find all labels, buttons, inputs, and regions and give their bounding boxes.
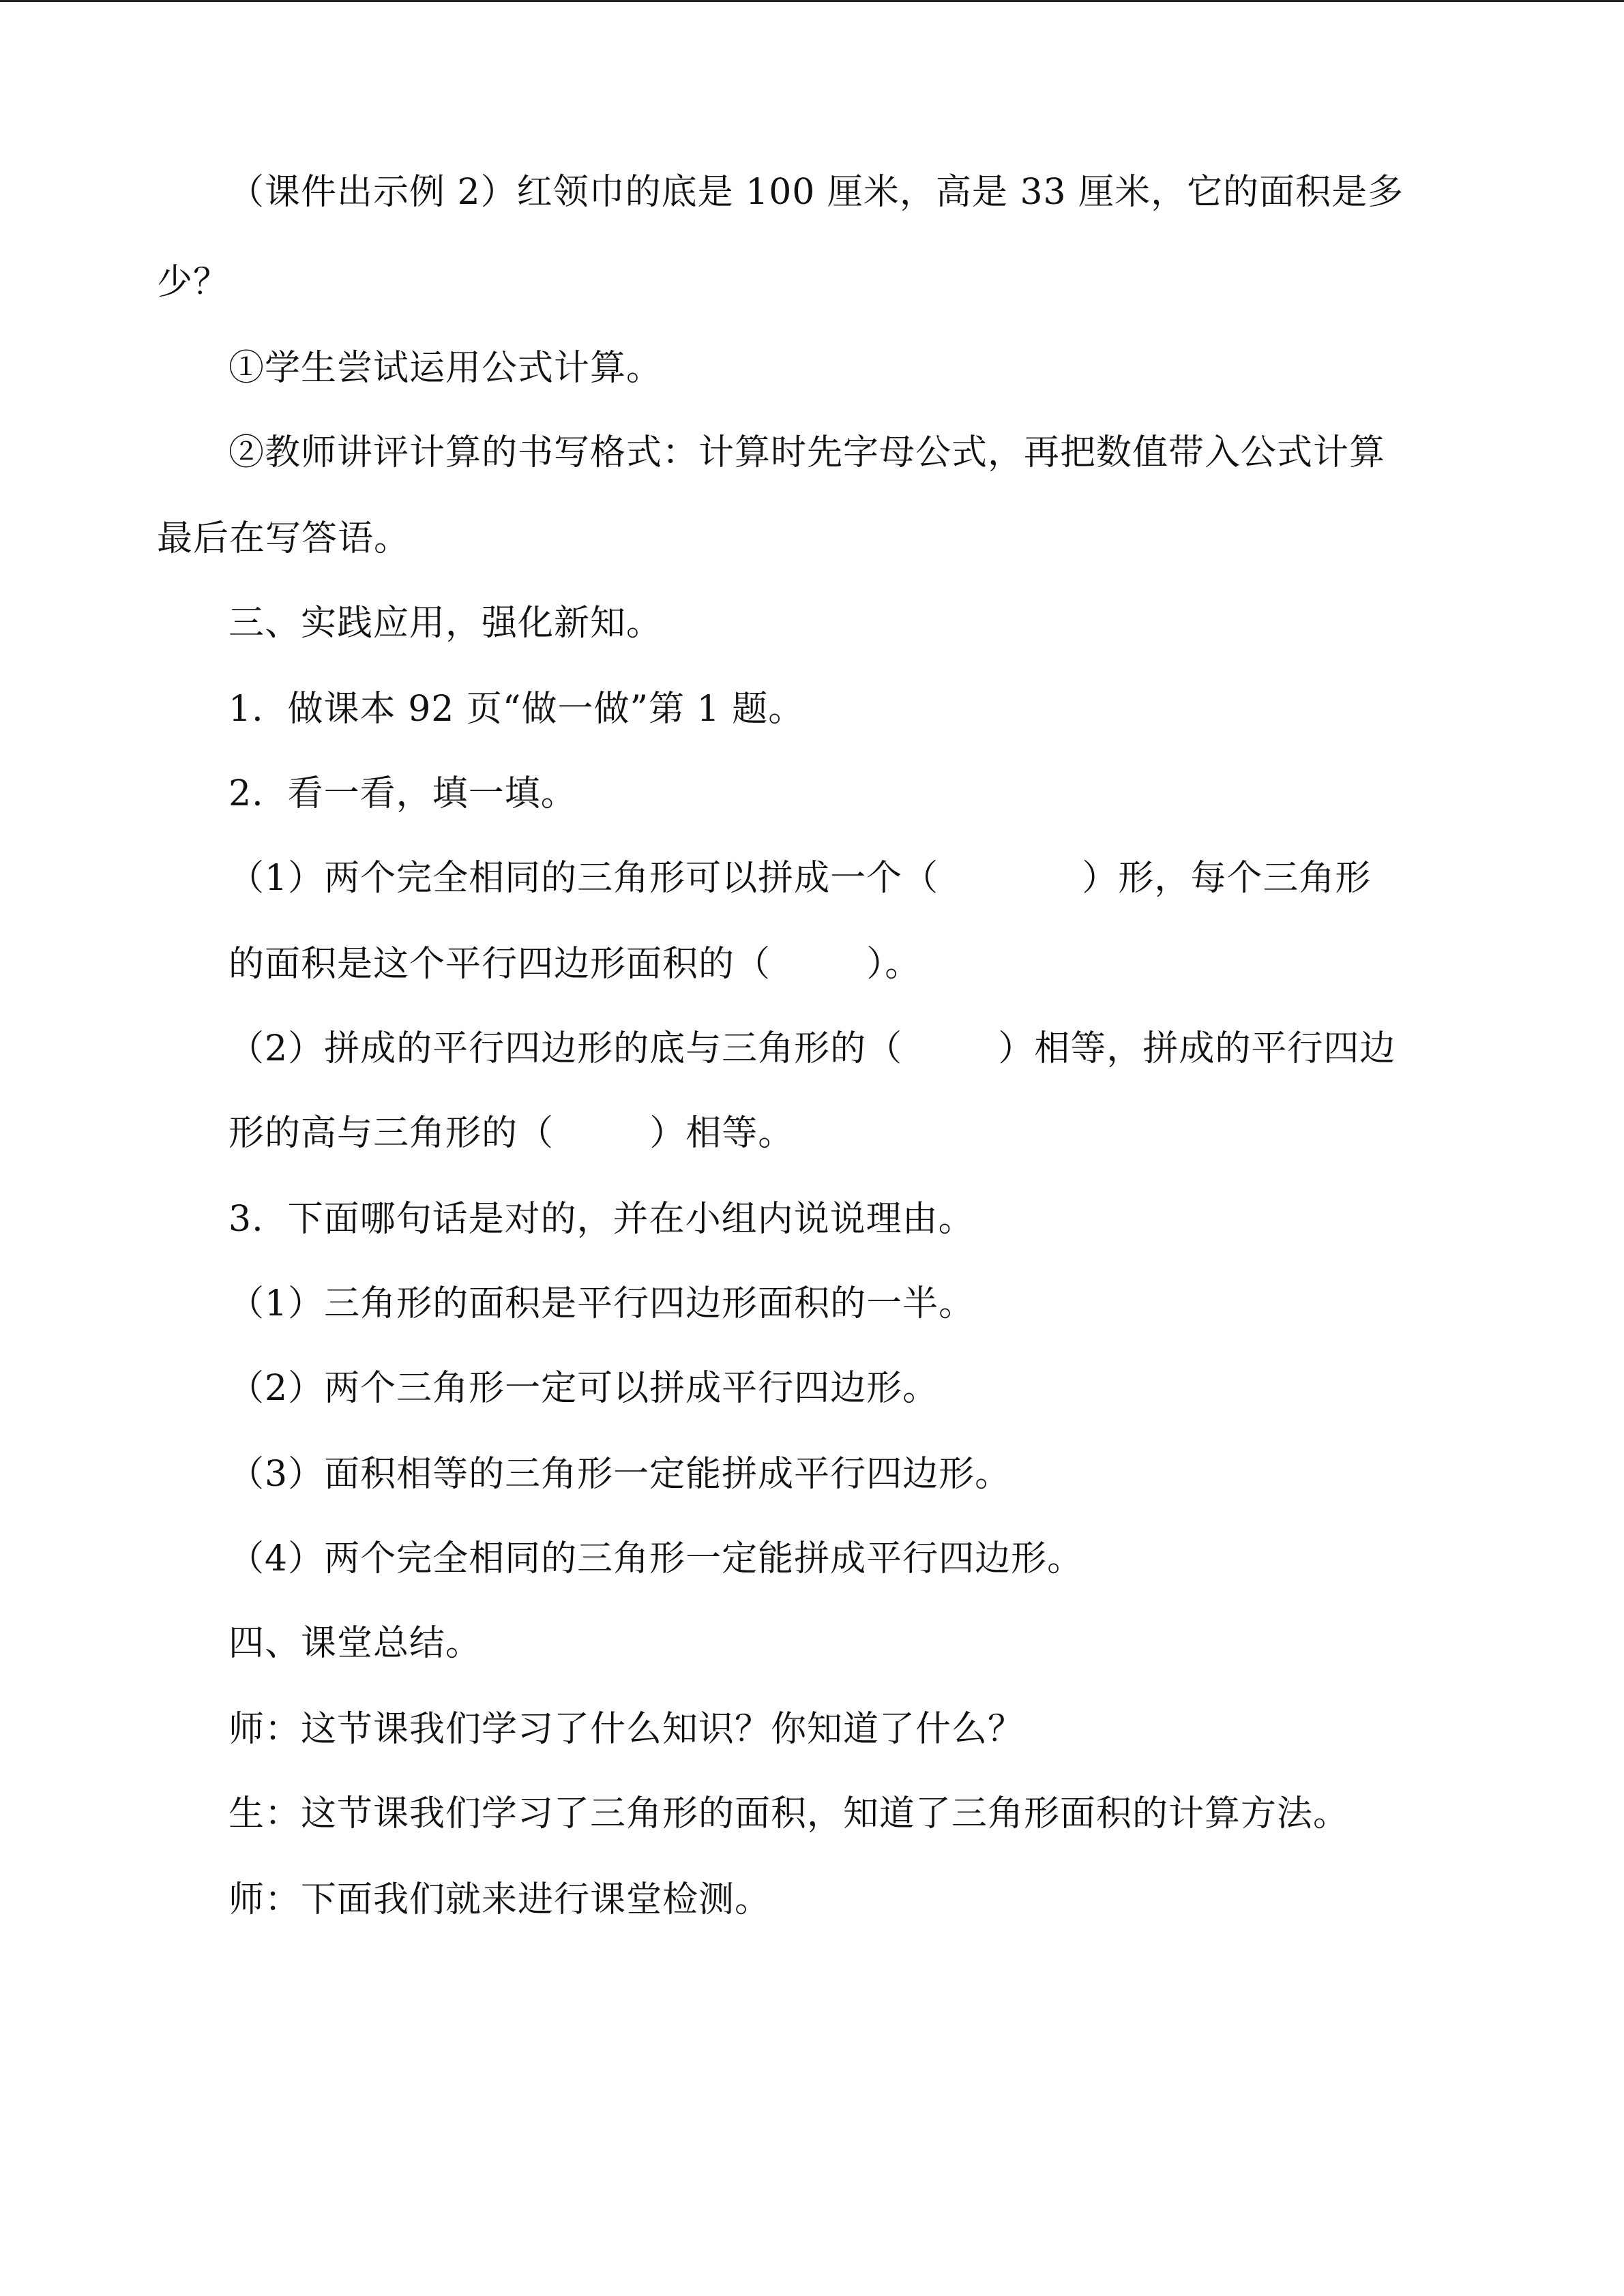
- list-item: 2. 看一看，填一填。: [228, 773, 577, 814]
- list-item: 1. 做课本 92 页“做一做”第 1 题。: [228, 689, 805, 730]
- list-item: 3. 下面哪句话是对的，并在小组内说说理由。: [228, 1199, 975, 1240]
- text-line: （2）拼成的平行四边形的底与三角形的（ ）相等，拼成的平行四边: [228, 1028, 1396, 1069]
- text-line: 最后在写答语。: [157, 518, 411, 559]
- text-line: 师：下面我们就来进行课堂检测。: [228, 1879, 771, 1920]
- text-line: （2）两个三角形一定可以拼成平行四边形。: [228, 1368, 939, 1409]
- text-line: 生：这节课我们学习了三角形的面积，知道了三角形面积的计算方法。: [228, 1793, 1350, 1834]
- text-line: （3）面积相等的三角形一定能拼成平行四边形。: [228, 1454, 1012, 1495]
- text-line: 少？: [157, 262, 230, 303]
- section-heading: 三、实践应用，强化新知。: [228, 603, 663, 644]
- text-line: 的面积是这个平行四边形面积的（ ）。: [228, 944, 921, 985]
- text-line: （1）两个完全相同的三角形可以拼成一个（ ）形，每个三角形: [228, 858, 1372, 899]
- text-line: ①学生尝试运用公式计算。: [228, 348, 663, 389]
- text-line: ②教师讲评计算的书写格式：计算时先字母公式，再把数值带入公式计算: [228, 432, 1386, 473]
- text-line: （4）两个完全相同的三角形一定能拼成平行四边形。: [228, 1538, 1084, 1579]
- text-line: （1）三角形的面积是平行四边形面积的一半。: [228, 1283, 975, 1324]
- text-line: （课件出示例 2）红领巾的底是 100 厘米，高是 33 厘米，它的面积是多: [228, 172, 1404, 213]
- section-heading: 四、课堂总结。: [228, 1623, 482, 1664]
- text-line: 形的高与三角形的（ ）相等。: [228, 1113, 795, 1154]
- text-line: 师：这节课我们学习了什么知识？你知道了什么？: [228, 1709, 1024, 1750]
